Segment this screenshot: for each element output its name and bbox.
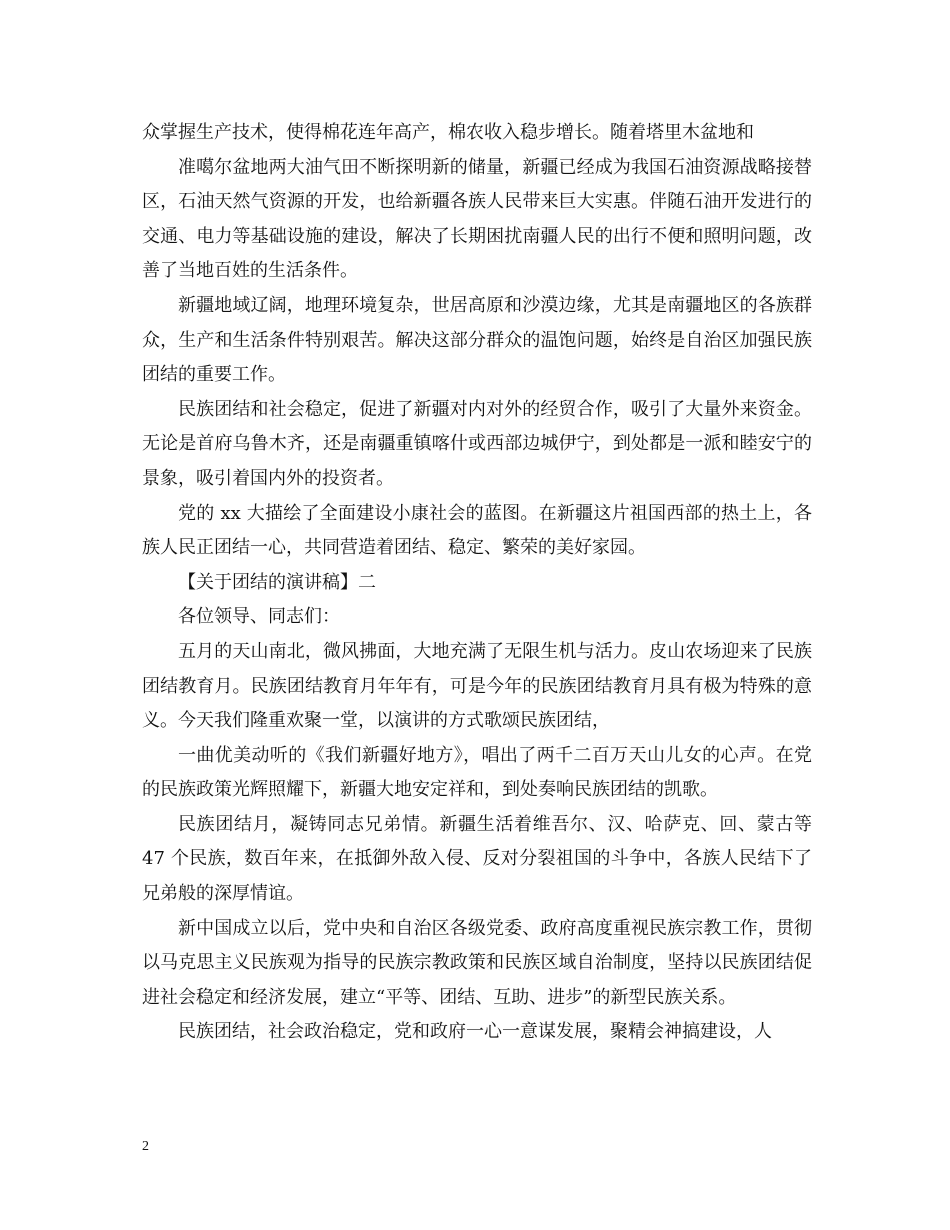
page-number: 2 <box>142 1139 149 1154</box>
salutation: 各位领导、同志们： <box>178 606 340 628</box>
paragraph: 新中国成立以后，党中央和自治区各级党委、政府高度重视民族宗教工作，贯彻以马克思主义民族观为指导的民族宗教政策和民族区域自治制度，坚持以民族团结促进社会稳定和经济发展，建立“平等、团结、互助、进步”的新型民族关系。 <box>142 917 812 1008</box>
document-body <box>142 116 812 1050</box>
paragraph: 五月的天山南北，微风拂面，大地充满了无限生机与活力。皮山农场迎来了民族团结教育月。民族团结教育月年年有，可是今年的民族团结教育月具有极为特殊的意义。今天我们隆重欢聚一堂，以演讲的方式歌颂民族团结， <box>142 640 812 732</box>
paragraph: 准噶尔盆地两大油气田不断探明新的储量，新疆已经成为我国石油资源战略接替区，石油天然气资源的开发，也给新疆各族人民带来巨大实惠。伴随石油开发进行的交通、电力等基础设施的建设，解决了长期困扰南疆人民的出行不便和照明问题，改善了当地百姓的生活条件。 <box>142 156 812 282</box>
section-heading: 【关于团结的演讲稿】二 <box>178 571 376 593</box>
paragraph: 党的 xx 大描绘了全面建设小康社会的蓝图。在新疆这片祖国西部的热土上，各族人民正团结一心，共同营造着团结、稳定、繁荣的美好家园。 <box>142 502 812 559</box>
paragraph: 一曲优美动听的《我们新疆好地方》，唱出了两千二百万天山儿女的心声。在党的民族政策光辉照耀下，新疆大地安定祥和，到处奏响民族团结的凯歌。 <box>142 744 812 801</box>
paragraph: 众掌握生产技术，使得棉花连年高产，棉农收入稳步增长。随着塔里木盆地和 <box>142 122 754 143</box>
paragraph: 民族团结，社会政治稳定，党和政府一心一意谋发展，聚精会神搞建设，人 <box>178 1021 772 1043</box>
paragraph: 民族团结月，凝铸同志兄弟情。新疆生活着维吾尔、汉、哈萨克、回、蒙古等 47 个民族，数百年来，在抵御外敌入侵、反对分裂祖国的斗争中，各族人民结下了兄弟般的深厚情谊。 <box>142 813 812 905</box>
paragraph: 民族团结和社会稳定，促进了新疆对内对外的经贸合作，吸引了大量外来资金。无论是首府乌鲁木齐，还是南疆重镇喀什或西部边城伊宁，到处都是一派和睦安宁的景象，吸引着国内外的投资者。 <box>142 398 812 489</box>
paragraph: 新疆地域辽阔，地理环境复杂，世居高原和沙漠边缘，尤其是南疆地区的各族群众，生产和生活条件特别艰苦。解决这部分群众的温饱问题，始终是自治区加强民族团结的重要工作。 <box>142 294 812 386</box>
